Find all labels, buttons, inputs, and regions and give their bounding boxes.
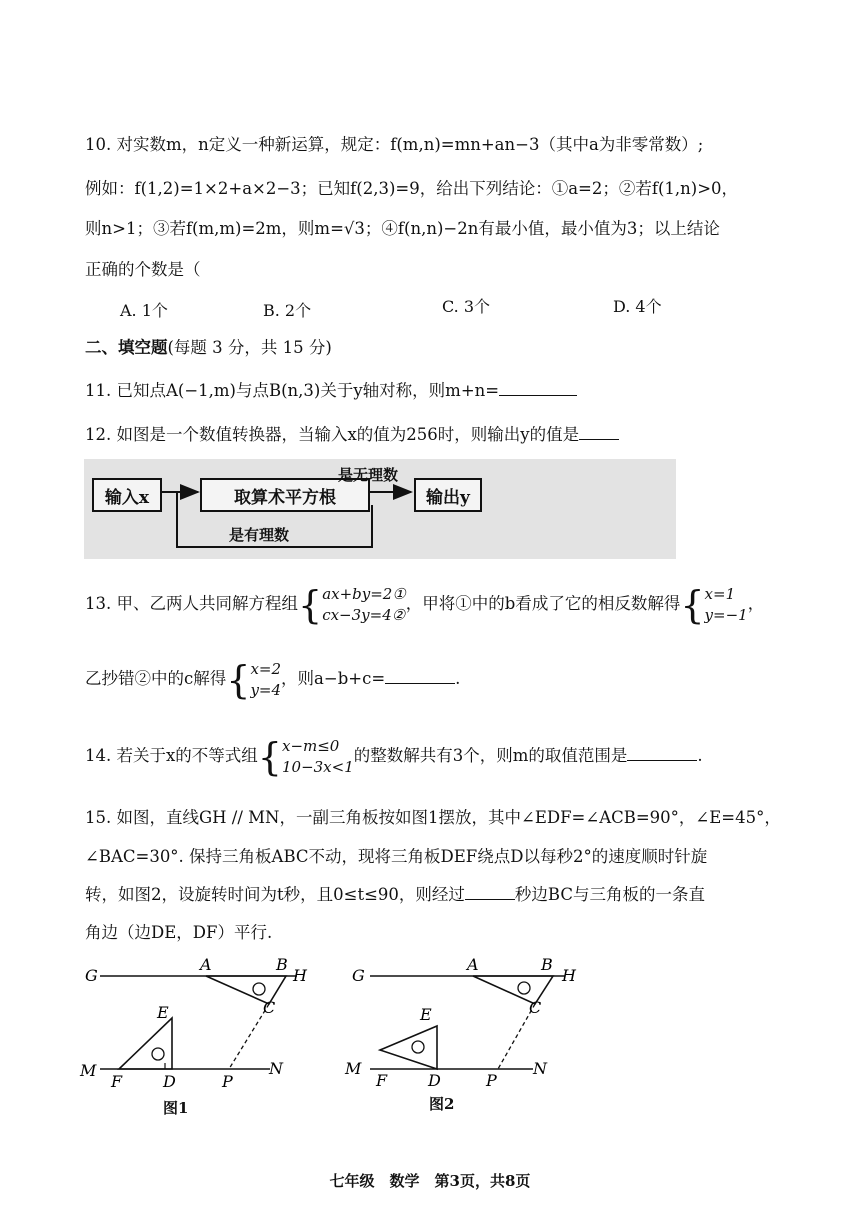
q13-sol1-x: x=1 [704,584,736,603]
label-f: F [111,1072,123,1091]
label-g: G [85,966,98,985]
option-c: C. 3个 [442,297,491,316]
q14-end: . [697,746,703,765]
q11-answer-blank [499,379,577,396]
label-h: H [562,966,576,985]
q13-sol1-y: y=−1 [704,605,748,624]
label-g: G [352,966,365,985]
q14 [85,734,703,778]
brace-icon: { [257,734,282,779]
q15-answer-blank [465,883,515,900]
figure-2 [340,955,590,1095]
q10-line4: 正确的个数是（ [85,260,201,279]
page-footer: 七年级 数学 第3页，共8页 [329,1172,531,1190]
label-b: B [276,955,288,974]
process-box: 取算术平方根 [200,478,370,512]
q15-line2: ∠BAC=30°. 保持三角板ABC不动，现将三角板DEF绕点D以每秒2°的速度顺时针旋 [85,847,708,866]
triangle-hole [253,983,265,995]
q13-part3: 乙抄错②中的c解得 [85,669,227,688]
q13-solution1 [705,584,748,626]
flow-diagram [84,459,676,559]
output-box: 输出y [414,478,482,512]
q10-line1: 10. 对实数m，n定义一种新运算，规定：f(m,n)=mn+an−3（其中a为非零常数）; [85,135,704,154]
label-p: P [222,1072,233,1091]
triangle-def [119,1018,172,1069]
label-m: M [80,1061,97,1080]
label-e: E [420,1005,432,1024]
q14-system [282,736,354,778]
q13-solution2 [250,659,281,701]
q13-eq1: ax+by=2① [322,584,406,603]
q13-part4: ，则a−b+c= [281,669,386,688]
rational-label: 是有理数 [229,526,290,544]
q13-end1: ， [747,594,765,613]
q10-line2: 例如：f(1,2)=1×2+a×2−3；已知f(2,3)=9，给出下列结论：①a=2；②若f(1,n)>0， [85,179,739,198]
q15-line3b: 秒边BC与三角板的一条直 [514,885,705,904]
figure-1-caption: 图1 [163,1099,189,1117]
q13-row2 [85,657,460,701]
q15-line1: 15. 如图，直线GH // MN，一副三角板按如图1摆放，其中∠EDF=∠ACB=90°，∠E=45°， [85,808,781,827]
label-f: F [376,1071,388,1090]
q13-row1 [85,582,764,626]
q13-sol2-x: x=2 [250,659,282,678]
figure-2-caption: 图2 [429,1095,455,1113]
input-box: 输入x [92,478,162,512]
q13-part1: 13. 甲、乙两人共同解方程组 [85,594,298,613]
q14-part1: 14. 若关于x的不等式组 [85,746,258,765]
label-a: A [467,955,479,974]
triangle-hole [518,982,530,994]
figure-1 [75,955,305,1095]
label-n: N [269,1059,283,1078]
q12-text: 12. 如图是一个数值转换器，当输入x的值为256时，则输出y的值是 [85,425,580,444]
q14-ineq1: x−m≤0 [281,736,340,755]
q15-line3 [85,883,705,907]
triangle-hole [412,1041,424,1053]
label-d: D [163,1072,176,1091]
q11 [85,379,577,403]
q14-ineq2: 10−3x<1 [281,757,354,776]
label-a: A [200,955,212,974]
label-p: P [486,1071,497,1090]
option-d: D. 4个 [613,297,662,316]
label-h: H [293,966,307,985]
label-e: E [157,1003,169,1022]
q13-part2: ，甲将①中的b看成了它的相反数解得 [405,594,681,613]
q12 [85,423,619,447]
section-title: 二、填空题 [85,338,168,357]
option-a: A. 1个 [120,301,168,320]
q13-eq2: cx−3y=4② [322,605,406,624]
q15-line4: 角边（边DE，DF）平行. [85,923,273,942]
q13-system [322,584,406,626]
label-n: N [533,1059,547,1078]
label-b: B [541,955,553,974]
triangle-hole [152,1048,164,1060]
q11-text: 11. 已知点A(−1,m)与点B(n,3)关于y轴对称，则m+n= [85,381,500,400]
label-c: C [529,998,542,1017]
q15-line3a: 转，如图2，设旋转时间为t秒，且0≤t≤90，则经过 [85,885,465,904]
q14-part2: 的整数解共有3个，则m的取值范围是 [353,746,628,765]
irrational-label: 是无理数 [338,466,399,484]
section-heading [85,336,332,360]
q13-answer-blank [385,667,455,684]
q13-sol2-y: y=4 [250,680,282,699]
q14-answer-blank [627,744,697,761]
brace-icon: { [226,657,251,702]
q13-end2: . [455,669,461,688]
q12-answer-blank [579,423,619,440]
section-note: (每题 3 分，共 15 分) [167,338,332,357]
brace-icon: { [298,582,323,627]
option-b: B. 2个 [263,301,312,320]
label-m: M [345,1059,362,1078]
brace-icon: { [680,582,705,627]
label-c: C [263,998,276,1017]
triangle-def-rotated [380,1026,437,1069]
q10-line3: 则n>1；③若f(m,m)=2m，则m=√3；④f(n,n)−2n有最小值，最小值为3；以上结论 [85,219,720,238]
label-d: D [428,1071,441,1090]
